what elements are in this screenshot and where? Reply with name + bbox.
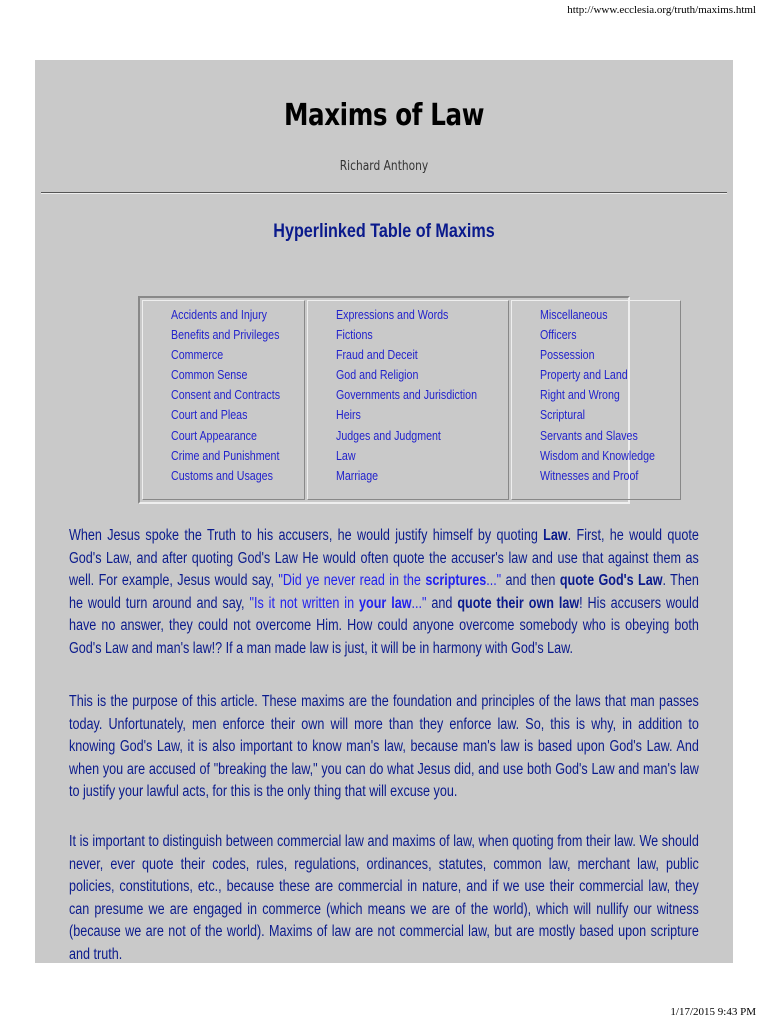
toc-link[interactable]: Witnesses and Proof [539, 467, 639, 483]
quote-text: "Did ye never read in the [278, 572, 426, 590]
text-span: and then [501, 572, 560, 590]
intro-paragraph [69, 525, 699, 661]
page-title: Maxims of Law [283, 98, 485, 133]
quote-text: ..." [411, 594, 427, 612]
toc-link[interactable]: God and Religion [335, 367, 419, 383]
text-span: and [426, 594, 458, 612]
toc-link[interactable]: Common Sense [171, 367, 248, 383]
toc-link[interactable]: Court and Pleas [171, 407, 248, 423]
author-name: Richard Anthony [339, 159, 429, 174]
toc-link[interactable]: Crime and Punishment [171, 447, 280, 463]
toc-link[interactable]: Fictions [335, 327, 373, 343]
toc-link[interactable]: Miscellaneous [539, 307, 608, 322]
toc-link[interactable]: Court Appearance [171, 427, 257, 443]
toc-link[interactable]: Heirs [335, 407, 361, 423]
emphasis-quote-own-law: quote their own law [457, 594, 580, 612]
toc-link[interactable]: Possession [539, 347, 595, 363]
purpose-paragraph [69, 691, 699, 804]
toc-link[interactable]: Marriage [335, 467, 379, 483]
toc-link[interactable]: Benefits and Privileges [171, 327, 280, 343]
toc-link[interactable]: Wisdom and Knowledge [539, 447, 655, 463]
your-law-link[interactable]: your law [359, 594, 412, 612]
toc-link[interactable]: Servants and Slaves [539, 427, 638, 443]
toc-link[interactable]: Consent and Contracts [171, 387, 281, 403]
toc-column-1 [142, 300, 305, 500]
text-span: . First, he would quote God's Law, and after quoting God's Law He would often quote the accuser's law and use that against them as well. For example, Jesus would say, [69, 527, 699, 590]
toc-link[interactable]: Officers [539, 327, 577, 343]
commercial-law-text: It is important to distinguish between commercial law and maxims of law, when quoting from their law. We should never, ever quote their codes, rules, regulations, ordinances, statutes, common law, merchant law, public policies, constitutions, etc., because these are commercial in nature, and if we use their commercial law, they can presume we are engaged in commerce (which means we are of the world), which will nullify our witness (because we are not of the world). Maxims of law are not commercial law, but are mostly based upon scripture and truth. [69, 833, 699, 963]
toc-column-3 [511, 300, 681, 500]
scriptures-link[interactable]: scriptures [425, 572, 487, 590]
toc-link[interactable]: Commerce [171, 347, 224, 363]
toc-link[interactable]: Judges and Judgment [335, 427, 441, 443]
commercial-law-paragraph [69, 831, 699, 963]
quote-text: "Is it not written in [249, 594, 360, 612]
toc-link[interactable]: Property and Land [539, 367, 628, 383]
toc-column-2 [307, 300, 509, 500]
print-timestamp: 1/17/2015 9:43 PM [670, 1006, 756, 1018]
toc-link[interactable]: Scriptural [539, 407, 585, 423]
toc-link[interactable]: Fraud and Deceit [335, 347, 418, 363]
divider [41, 192, 727, 194]
toc-link[interactable]: Law [335, 447, 356, 463]
text-span: . Then he would turn around and say, [69, 572, 699, 612]
toc-link[interactable]: Expressions and Words [335, 307, 449, 322]
text-span: When Jesus spoke the Truth to his accusers, he would justify himself by quoting [69, 527, 544, 544]
quote-text: ..." [486, 572, 502, 590]
text-span: ! His accusers would have no answer, they could not overcome Him. How could anyone overcome somebody who is obeying both God's Law and man's law!? If a man made law is just, it will be in harmony with God's Law. [69, 594, 699, 657]
purpose-text: This is the purpose of this article. These maxims are the foundation and principles of the laws that man passes today. Unfortunately, men enforce their own will more than they enforce law. So, this is why, in addition to knowing God's Law, it is also important to know man's law, because man's law is based upon God's Law. And when you are accused of "breaking the law," you can do what Jesus did, and use both God's Law and man's law to justify your lawful acts, for this is the only thing that will excuse you. [69, 693, 699, 801]
emphasis-quote-gods-law: quote God's Law [559, 572, 663, 590]
toc-link[interactable]: Governments and Jurisdiction [335, 387, 477, 403]
toc-table [138, 296, 655, 504]
toc-heading: Hyperlinked Table of Maxims [273, 221, 495, 242]
emphasis-law: Law [543, 527, 568, 544]
page-url: http://www.ecclesia.org/truth/maxims.html [567, 4, 756, 16]
toc-link[interactable]: Customs and Usages [171, 467, 273, 483]
toc-link[interactable]: Accidents and Injury [171, 307, 268, 322]
toc-link[interactable]: Right and Wrong [539, 387, 620, 403]
page-content [35, 60, 733, 963]
